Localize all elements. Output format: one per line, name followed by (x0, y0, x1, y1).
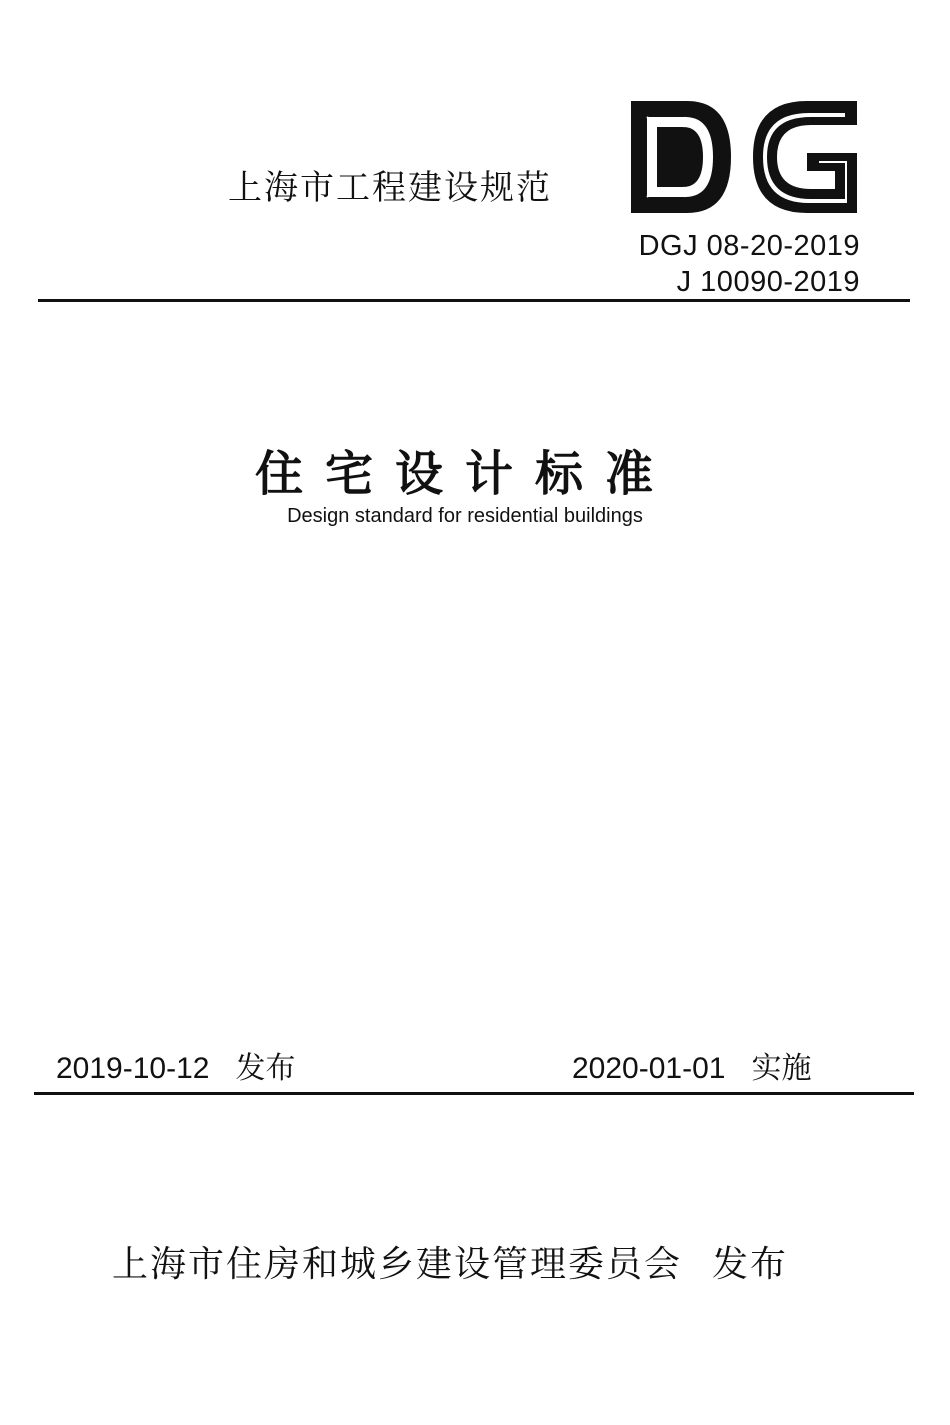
record-code: J 10090-2019 (676, 266, 860, 298)
effective-date: 2020-01-01 (572, 1052, 726, 1085)
publisher-name: 上海市住房和城乡建设管理委员会 (112, 1244, 683, 1285)
issue-label: 发布 (235, 1051, 296, 1086)
effective-date-block (572, 1043, 811, 1087)
document-title: 住宅设计标准 (254, 446, 675, 502)
standard-series-title: 上海市工程建设规范 (228, 168, 552, 208)
document-subtitle-english: Design standard for residential buildings (287, 505, 643, 527)
publisher-block (112, 1236, 788, 1287)
standard-code: DGJ 08-20-2019 (638, 230, 860, 262)
publish-label: 发布 (712, 1244, 789, 1285)
logo-letter-g (753, 101, 857, 213)
bottom-divider (34, 1092, 914, 1095)
dg-logo (627, 95, 863, 219)
issue-date-block (56, 1043, 295, 1087)
logo-letter-d (631, 101, 731, 213)
issue-date: 2019-10-12 (56, 1052, 210, 1085)
effective-label: 实施 (751, 1051, 812, 1086)
top-divider (38, 299, 910, 302)
